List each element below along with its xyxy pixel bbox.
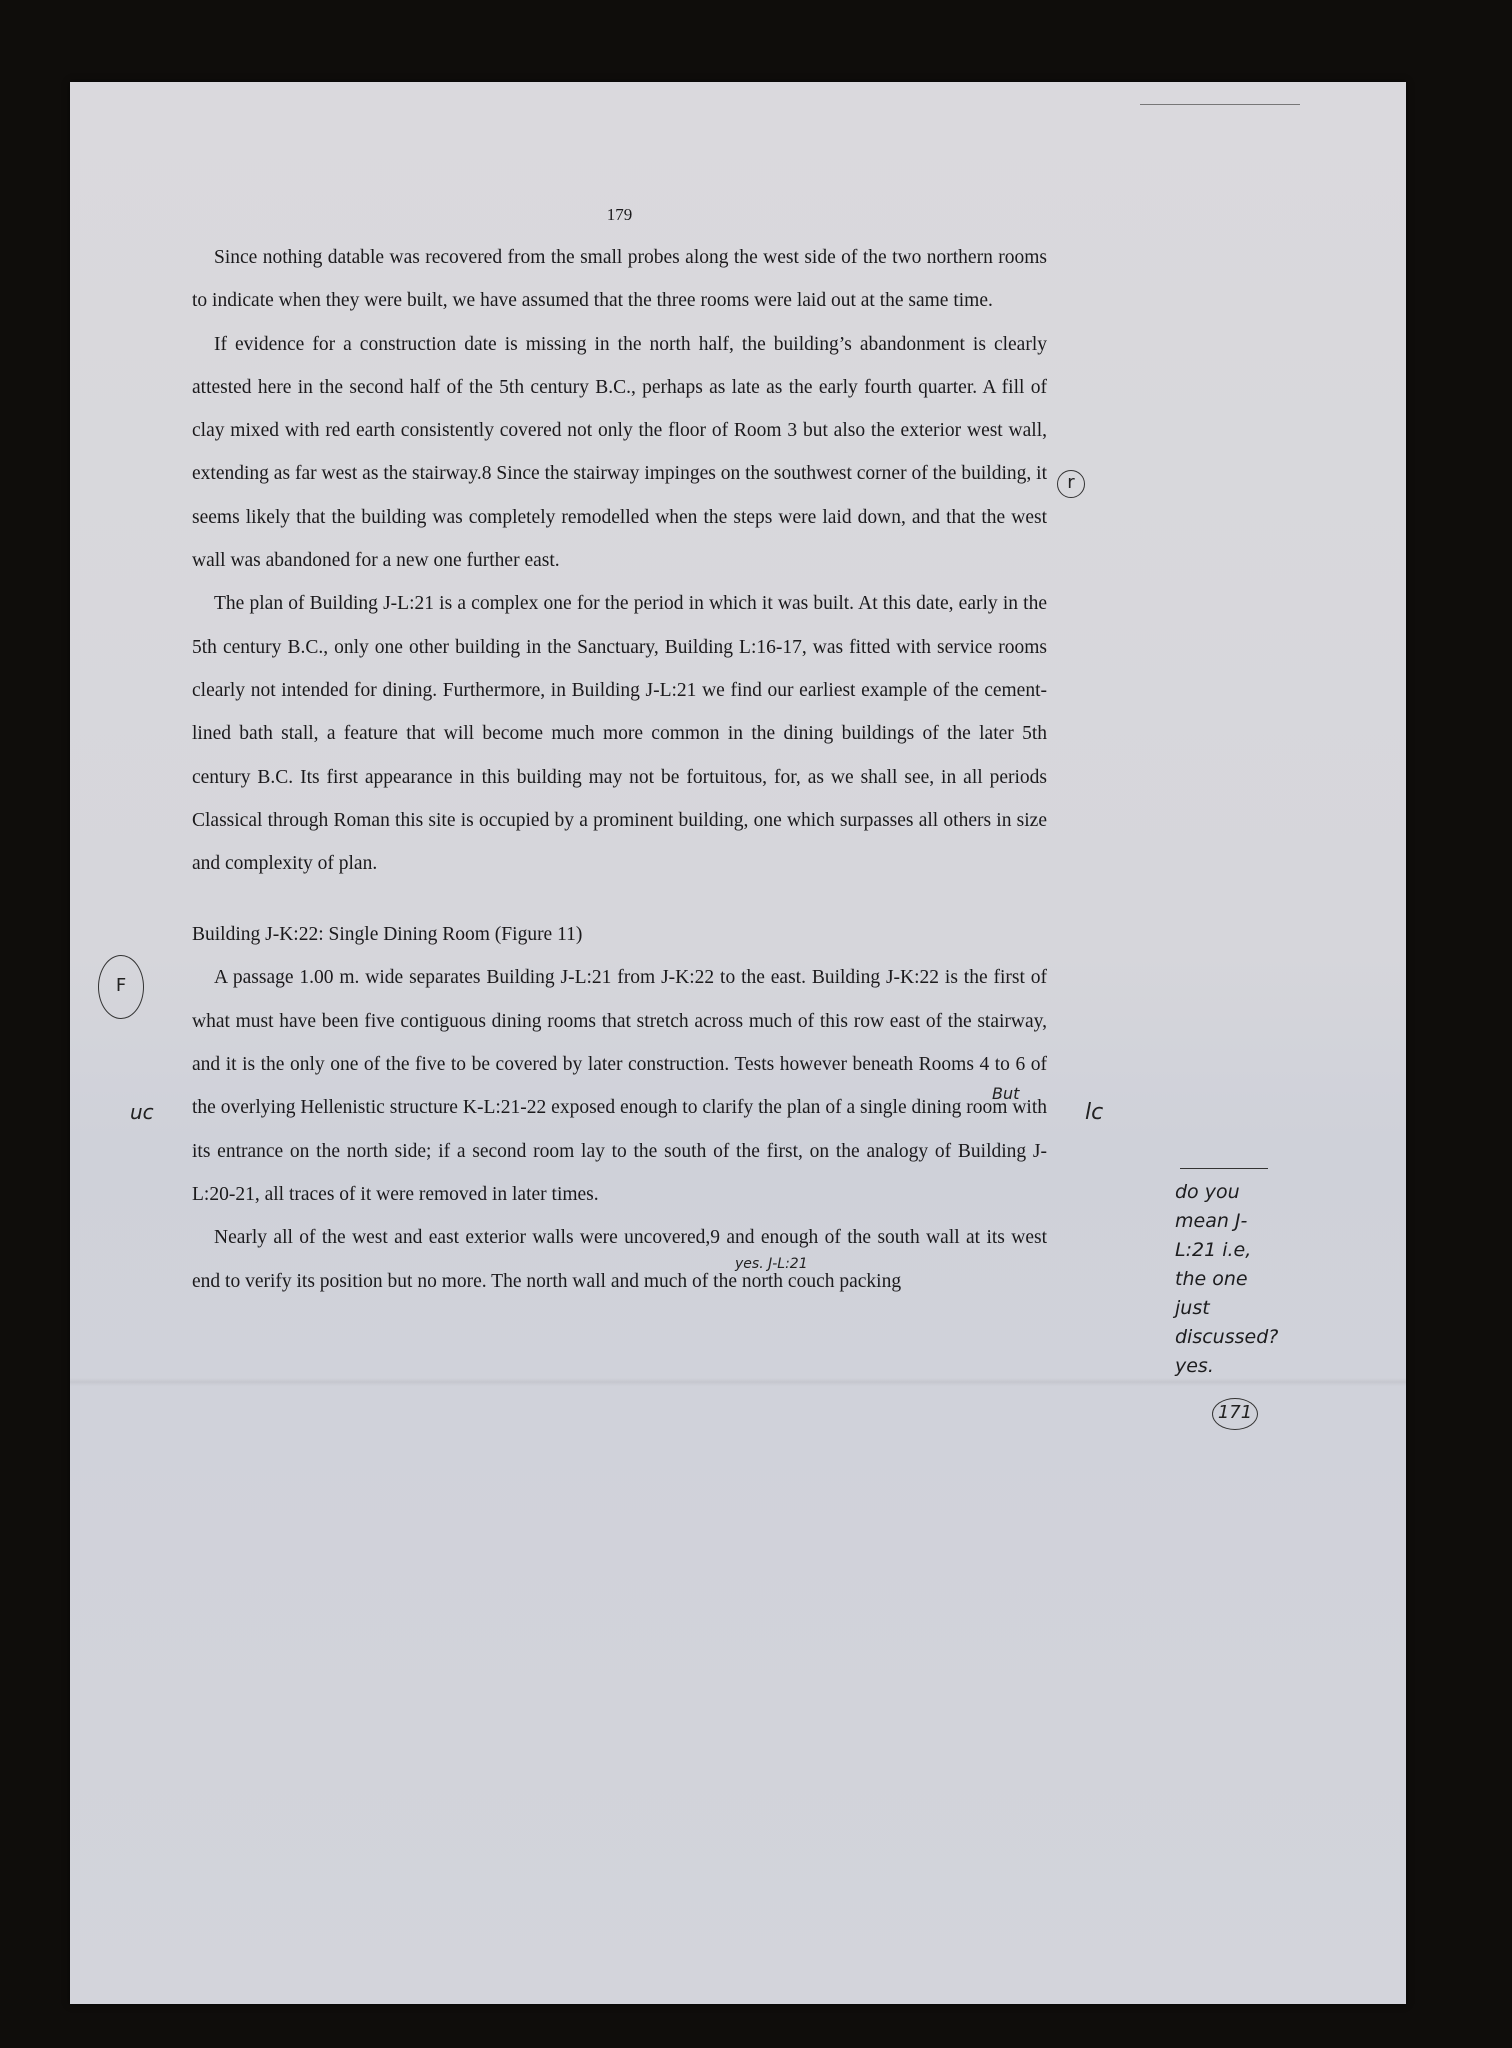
paragraph-4: A passage 1.00 m. wide separates Building J-L:21 from J-K:22 to the east. Building J-K:22 is the first of what must have been five contiguous dining rooms that stretch across much of this row east of the stairway, and it is the only one of the five to be covered by later construction. Tests however beneath Rooms 4 to 6 of the overlying Hellenistic structure K-L:21-22 exposed enough to clarify the plan of a single dining room with its entrance on the north side; if a second room lay to the south of the first, on the analogy of Building J-L:20-21, all traces of it were removed in later times. [192,967,1047,1205]
page-reference-circle: 171 [1212,1398,1258,1430]
paragraph-5: Nearly all of the west and east exterior walls were uncovered,9 and enough of the south wall at its west end to verify its position but no more. The north wall and much of the north couch packing [192,1227,1047,1292]
paragraph-3: The plan of Building J-L:21 is a complex one for the period in which it was built. At this date, early in the 5th century B.C., only one other building in the Sanctuary, Building L:16-17, was fitted with service rooms clearly not intended for dining. Furthermore, in Building J-L:21 we find our earliest example of the cement-lined bath stall, a feature that will become much more common in the dining buildings of the later 5th century B.C. Its first appearance in this building may not be fortuitous, for, as we shall see, in all periods Classical through Roman this site is occupied by a prominent building, one which surpasses all others in size and complexity of plan. [192,593,1047,875]
circled-r-mark: r [1057,470,1085,498]
margin-query-note: do you mean J-L:21 i.e, the one just discussed? yes. [1175,1181,1279,1377]
inserted-but-note: But [992,1084,1020,1103]
lc-margin-note: lc [1085,1100,1104,1125]
paragraph-1: Since nothing datable was recovered from the small probes along the west side of the two northern rooms to indicate when they were built, we have assumed that the three rooms were laid out at the same time. [192,247,1047,312]
paragraph-2: If evidence for a construction date is missing in the north half, the building’s abandonment is clearly attested here in the second half of the 5th century B.C., perhaps as late as the early fourth quarter. A fill of clay mixed with red earth consistently covered not only the floor of Room 3 but also the exterior west wall, extending as far west as the stairway.8 Since the stairway impinges on the southwest corner of the building, it seems likely that the building was completely remodelled when the steps were laid down, and that the west wall was abandoned for a new one further east. [192,333,1047,572]
typescript-body [192,200,1047,1303]
circled-f-mark: F [98,955,144,1019]
margin-note-rule [1180,1168,1268,1169]
uc-margin-note: uc [130,1100,154,1124]
page-number: 179 [606,205,633,224]
top-rule [1140,104,1300,105]
underline-note: yes. J-L:21 [735,1256,808,1272]
section-heading: Building J-K:22: Single Dining Room (Figure 11) [192,924,583,946]
